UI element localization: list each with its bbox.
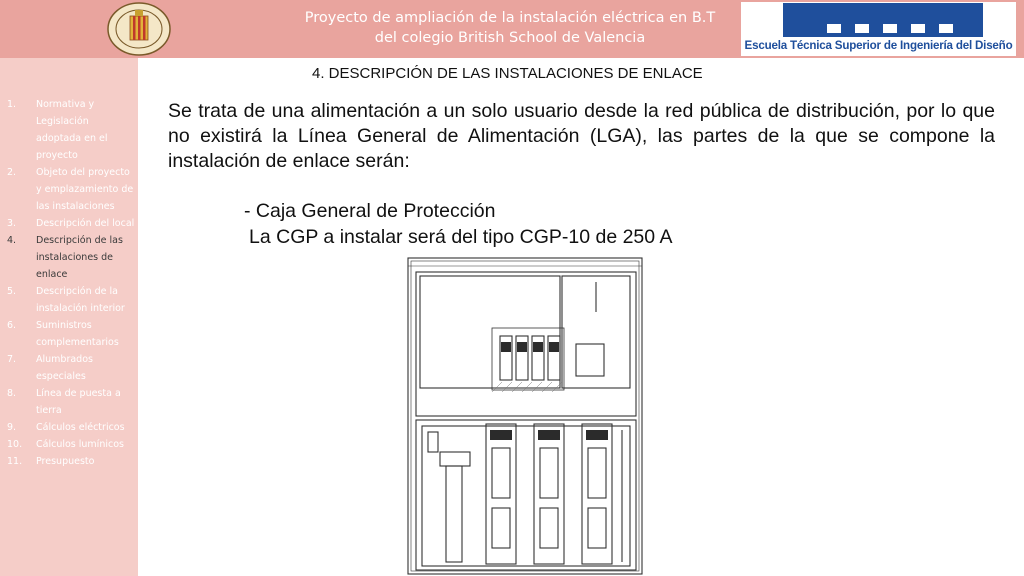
header-bar [0,0,1024,58]
sidebar-item-label: Objeto del proyecto y emplazamiento de las instalaciones [36,167,134,212]
sidebar-item-label: Descripción de las instalaciones de enlace [36,235,123,280]
sidebar-item-number: 9. [7,422,17,433]
sidebar-item-label: Presupuesto [36,456,95,467]
sidebar-item-1[interactable] [7,96,135,164]
sidebar-menu [7,96,135,470]
sidebar-item-7[interactable] [7,351,135,385]
presentation-title [300,8,720,48]
sidebar-item-number: 10. [7,439,23,450]
sidebar-item-label: Cálculos eléctricos [36,422,125,433]
sidebar-item-number: 2. [7,167,17,178]
sidebar-item-8[interactable] [7,385,135,419]
sidebar-item-number: 3. [7,218,17,229]
university-seal-logo [106,2,172,56]
section-title: 4. DESCRIPCIÓN DE LAS INSTALACIONES DE ENLACE [312,65,703,82]
sidebar-item-label: Normativa y Legislación adoptada en el proyecto [36,99,108,161]
body-paragraph: Se trata de una alimentación a un solo usuario desde la red pública de distribución, por lo que no existirá la Línea General de Alimentación (LGA), las partes de la que se compone la instalación de enlace serán: [168,100,995,172]
sidebar-item-label: Descripción del local [36,218,135,229]
sidebar-item-number: 5. [7,286,17,297]
sidebar-item-9[interactable] [7,419,135,436]
cgp-drawing [400,252,650,576]
title-line-2: del colegio British School de Valencia [374,30,646,46]
sidebar-item-number: 11. [7,456,23,467]
sidebar-item-number: 7. [7,354,17,365]
sidebar-item-label: Línea de puesta a tierra [36,388,121,416]
sidebar [0,58,138,576]
sidebar-item-2[interactable] [7,164,135,215]
sidebar-item-label: Suministros complementarios [36,320,119,348]
sidebar-item-label: Alumbrados especiales [36,354,93,382]
sidebar-item-10[interactable] [7,436,135,453]
sidebar-item-4[interactable] [7,232,135,283]
sidebar-item-label: Descripción de la instalación interior [36,286,125,314]
sidebar-item-3[interactable] [7,215,135,232]
sidebar-item-number: 4. [7,235,17,246]
item-description: La CGP a instalar será del tipo CGP-10 de 250 A [249,226,673,248]
school-name: Escuela Técnica Superior de Ingeniería del Diseño [744,39,1013,52]
title-line-1: Proyecto de ampliación de la instalación eléctrica en B.T [304,10,716,26]
sidebar-item-5[interactable] [7,283,135,317]
sidebar-item-number: 1. [7,99,17,110]
sidebar-item-number: 6. [7,320,17,331]
sidebar-item-number: 8. [7,388,17,399]
school-logo [741,2,1016,56]
sidebar-item-label: Cálculos lumínicos [36,439,124,450]
sidebar-item-6[interactable] [7,317,135,351]
item-title: - Caja General de Protección [244,200,496,222]
sidebar-item-11[interactable] [7,453,135,470]
